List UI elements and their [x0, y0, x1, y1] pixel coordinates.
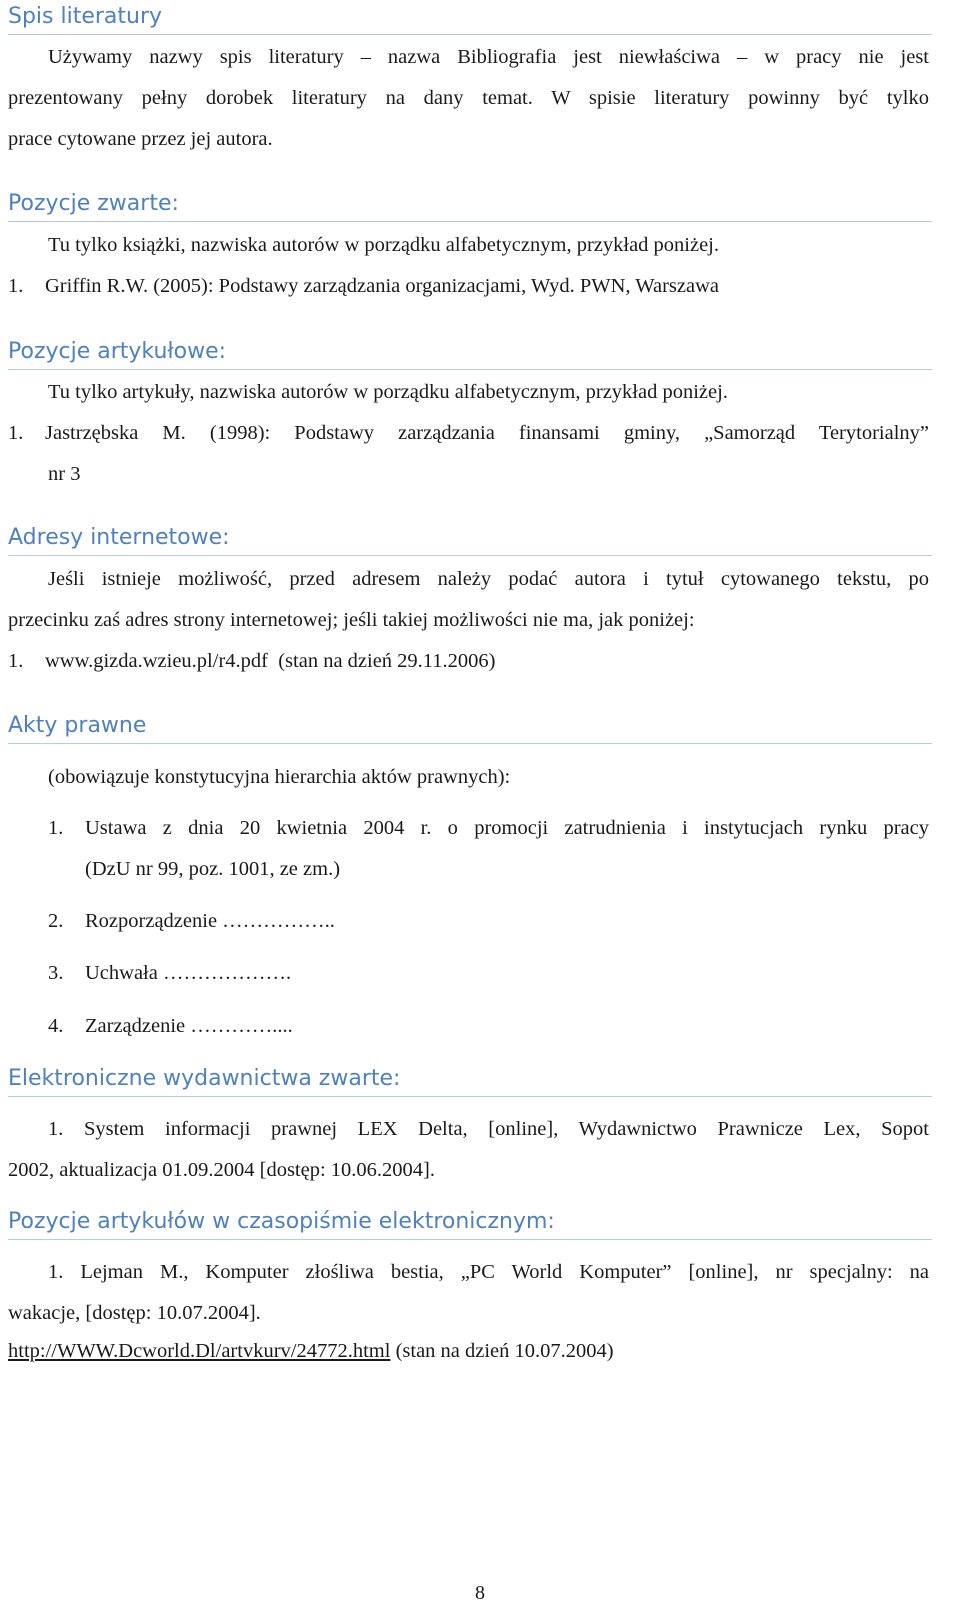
- reference-link[interactable]: http://WWW.Dcworld.Dl/artvkurv/24772.html: [8, 1340, 391, 1362]
- heading-elektroniczne-wydawnictwa: Elektroniczne wydawnictwa zwarte:: [8, 1065, 932, 1097]
- paragraph-line: Używamy nazwy spis literatury – nazwa Bibliografia jest niewłaściwa – w pracy nie jest: [48, 46, 929, 68]
- list-item: [48, 1013, 293, 1039]
- reference-link-line: [8, 1338, 614, 1364]
- list-number: 3.: [48, 962, 64, 984]
- list-item: [8, 273, 719, 299]
- list-item: [8, 648, 496, 674]
- list-item-continuation: (DzU nr 99, poz. 1001, ze zm.): [85, 858, 341, 880]
- heading-adresy-internetowe: Adresy internetowe:: [8, 524, 932, 556]
- list-item: [48, 815, 929, 841]
- list-item-text: Jastrzębska M. (1998): Podstawy zarządzania finansami gminy, „Samorząd Terytorialny”: [45, 422, 929, 444]
- page-number: 8: [475, 1582, 485, 1604]
- paragraph-line: prace cytowane przez jej autora.: [8, 128, 273, 150]
- heading-pozycje-zwarte: Pozycje zwarte:: [8, 190, 932, 222]
- section-intro: Tu tylko artykuły, nazwiska autorów w porządku alfabetycznym, przykład poniżej.: [48, 381, 728, 403]
- list-number: 1.: [48, 817, 64, 839]
- list-item-text: www.gizda.wzieu.pl/r4.pdf (stan na dzień 29.11.2006): [45, 650, 496, 672]
- list-number: 1.: [8, 422, 24, 444]
- heading-spis-literatury: Spis literatury: [8, 3, 932, 35]
- list-item: [48, 960, 291, 986]
- section-intro: (obowiązuje konstytucyjna hierarchia aktów prawnych):: [48, 766, 511, 788]
- heading-akty-prawne: Akty prawne: [8, 712, 932, 744]
- list-item-text: Uchwała ……………….: [85, 962, 292, 984]
- heading-czasopismo-elektroniczne: Pozycje artykułów w czasopiśmie elektronicznym:: [8, 1208, 932, 1240]
- list-item-text: Ustawa z dnia 20 kwietnia 2004 r. o promocji zatrudnienia i instytucjach rynku pracy: [85, 817, 929, 839]
- list-item: 1. Lejman M., Komputer złośliwa bestia, „PC World Komputer” [online], nr specjalny: na: [48, 1261, 929, 1283]
- list-item-continuation: wakacje, [dostęp: 10.07.2004].: [8, 1302, 261, 1324]
- reference-link-note: (stan na dzień 10.07.2004): [390, 1340, 614, 1362]
- list-number: 2.: [48, 910, 64, 932]
- list-number: 1.: [8, 650, 24, 672]
- paragraph-line: Jeśli istnieje możliwość, przed adresem należy podać autora i tytuł cytowanego tekstu, po: [48, 568, 929, 590]
- paragraph-line: przecinku zaś adres strony internetowej; jeśli takiej możliwości nie ma, jak poniżej:: [8, 609, 695, 631]
- paragraph-line: prezentowany pełny dorobek literatury na dany temat. W spisie literatury powinny być tylko: [8, 87, 929, 109]
- list-item: [8, 420, 929, 446]
- list-item-continuation: nr 3: [48, 463, 81, 485]
- list-item-text: Zarządzenie …………....: [85, 1015, 293, 1037]
- list-item-text: Rozporządzenie ……………..: [85, 910, 335, 932]
- section-intro: Tu tylko książki, nazwiska autorów w porządku alfabetycznym, przykład poniżej.: [48, 234, 720, 256]
- list-item: [48, 908, 335, 934]
- list-item-text: Griffin R.W. (2005): Podstawy zarządzania organizacjami, Wyd. PWN, Warszawa: [45, 275, 719, 297]
- list-item-continuation: 2002, aktualizacja 01.09.2004 [dostęp: 10.06.2004].: [8, 1159, 435, 1181]
- heading-pozycje-artykulowe: Pozycje artykułowe:: [8, 338, 932, 370]
- list-item: 1. System informacji prawnej LEX Delta, [online], Wydawnictwo Prawnicze Lex, Sopot: [48, 1118, 929, 1140]
- list-number: 1.: [8, 275, 24, 297]
- list-number: 4.: [48, 1015, 64, 1037]
